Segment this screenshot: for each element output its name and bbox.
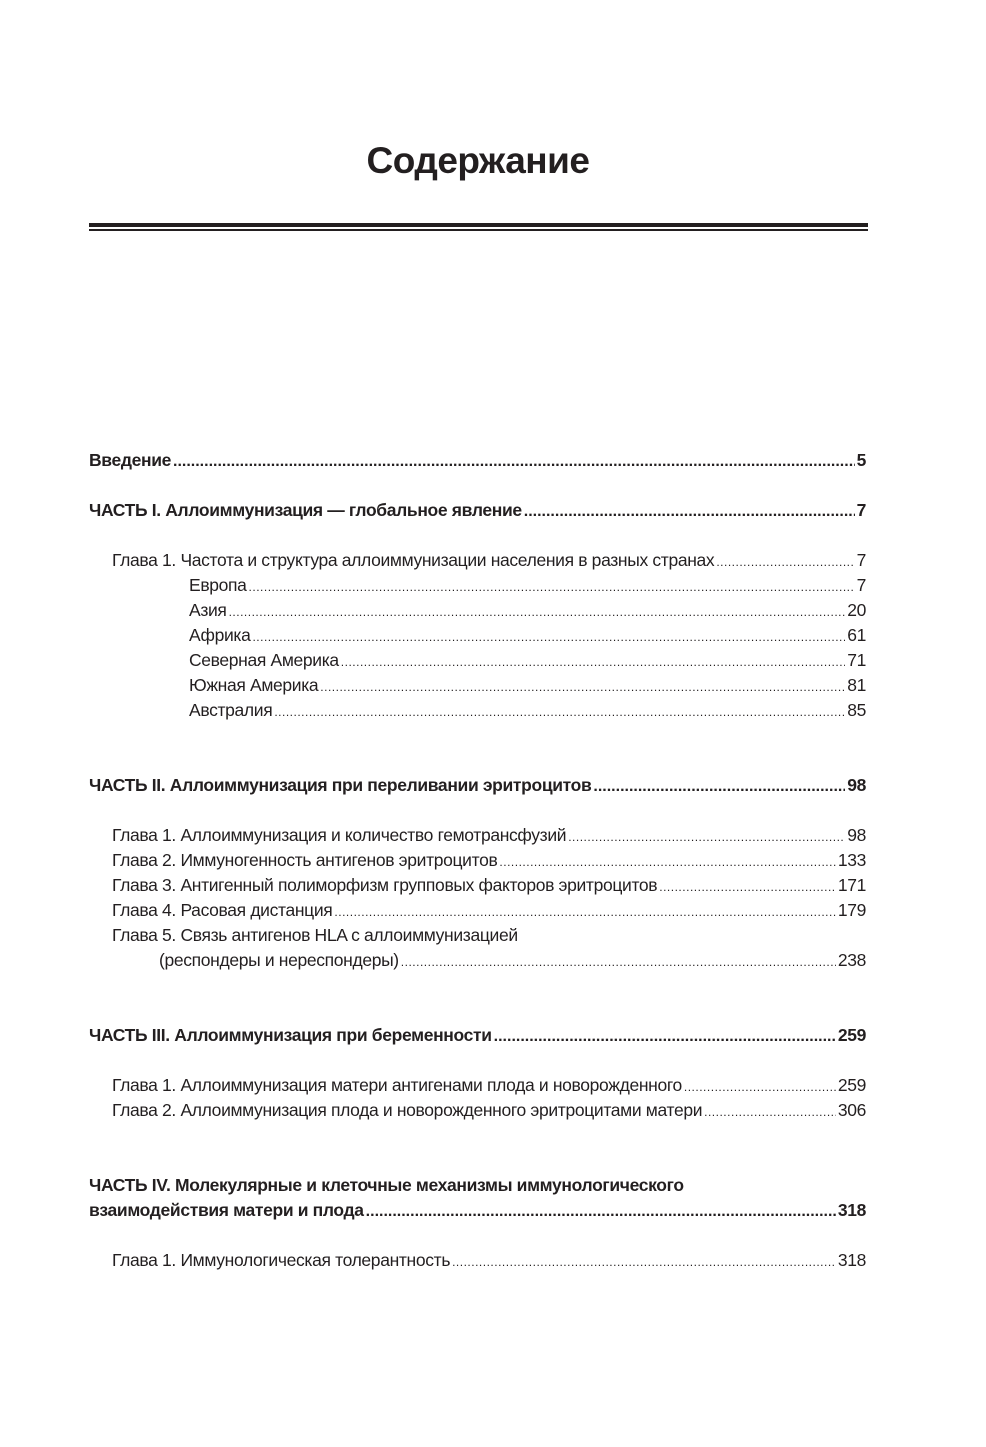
entry-page: 71: [847, 650, 866, 670]
entry-page: 85: [847, 700, 866, 720]
entry-label: (респондеры и нереспондеры): [159, 950, 399, 970]
entry-label: Глава 2. Аллоиммунизация плода и новорожденного эритроцитами матери: [112, 1100, 703, 1120]
entry-label: Глава 5. Связь антигенов HLA с аллоиммунизацией: [112, 925, 518, 945]
entry-page: 20: [847, 600, 866, 620]
toc-section[interactable]: [89, 598, 866, 623]
entry-page: 238: [837, 950, 866, 970]
entry-page: 7: [856, 575, 866, 595]
dot-leader: [252, 623, 845, 650]
toc-chapter[interactable]: [89, 1248, 866, 1273]
entry-label: Южная Америка: [189, 675, 319, 695]
entry-label: Австралия: [189, 700, 273, 720]
dot-leader: [320, 673, 845, 700]
toc-section[interactable]: [89, 623, 866, 648]
toc-entry-intro[interactable]: [89, 448, 866, 473]
entry-label: Глава 1. Аллоиммунизация и количество гемотрансфузий: [112, 825, 567, 845]
dot-leader: [499, 848, 835, 875]
dot-leader: [249, 573, 855, 600]
dot-leader: [366, 1198, 836, 1224]
entry-label: Глава 4. Расовая дистанция: [112, 900, 333, 920]
toc-chapter-continuation[interactable]: [89, 948, 866, 973]
entry-page: 259: [837, 1025, 866, 1045]
toc-part-3[interactable]: [89, 1023, 866, 1048]
dot-leader: [229, 598, 846, 625]
title-rule-thin: [89, 229, 868, 231]
toc-part-1[interactable]: [89, 498, 866, 523]
dot-leader: [524, 498, 855, 524]
toc-chapter[interactable]: [89, 823, 866, 848]
entry-label: ЧАСТЬ IV. Молекулярные и клеточные механизмы иммунологического: [89, 1175, 684, 1195]
dot-leader: [341, 648, 845, 675]
entry-label: Азия: [189, 600, 227, 620]
entry-label: Африка: [189, 625, 251, 645]
toc-part-4[interactable]: [89, 1173, 866, 1198]
toc-section[interactable]: [89, 573, 866, 598]
entry-page: 318: [837, 1200, 866, 1220]
entry-page: 7: [856, 500, 866, 520]
entry-label: Глава 1. Аллоиммунизация матери антигенами плода и новорожденного: [112, 1075, 682, 1095]
entry-label: Глава 3. Антигенный полиморфизм групповых факторов эритроцитов: [112, 875, 658, 895]
toc-part-2[interactable]: [89, 773, 866, 798]
entry-label: ЧАСТЬ I. Аллоиммунизация — глобальное явление: [89, 500, 522, 520]
toc-chapter[interactable]: [89, 848, 866, 873]
entry-page: 98: [847, 775, 866, 795]
dot-leader: [274, 698, 845, 725]
entry-label: Введение: [89, 450, 171, 470]
toc-chapter[interactable]: [89, 1098, 866, 1123]
entry-page: 306: [837, 1100, 866, 1120]
dot-leader: [684, 1073, 836, 1100]
entry-label: взаимодействия матери и плода: [89, 1200, 364, 1220]
entry-label: Европа: [189, 575, 247, 595]
entry-page: 61: [847, 625, 866, 645]
dot-leader: [401, 948, 836, 975]
title-rule-thick: [89, 223, 868, 227]
entry-page: 98: [847, 825, 866, 845]
entry-page: 318: [837, 1250, 866, 1270]
entry-label: ЧАСТЬ II. Аллоиммунизация при переливании эритроцитов: [89, 775, 592, 795]
dot-leader: [173, 448, 855, 474]
toc-section[interactable]: [89, 673, 866, 698]
dot-leader: [704, 1098, 836, 1125]
toc-section[interactable]: [89, 698, 866, 723]
entry-page: 171: [837, 875, 866, 895]
toc-chapter[interactable]: [89, 923, 866, 948]
toc-chapter[interactable]: [89, 898, 866, 923]
dot-leader: [334, 898, 835, 925]
entry-label: ЧАСТЬ III. Аллоиммунизация при беременности: [89, 1025, 492, 1045]
page-title: Содержание: [366, 140, 590, 181]
entry-page: 179: [837, 900, 866, 920]
table-of-contents: [89, 448, 866, 1273]
toc-chapter[interactable]: [89, 548, 866, 573]
toc-section[interactable]: [89, 648, 866, 673]
dot-leader: [568, 823, 845, 850]
dot-leader: [452, 1248, 836, 1275]
dot-leader: [716, 548, 854, 575]
entry-label: Северная Америка: [189, 650, 339, 670]
entry-page: 7: [856, 550, 866, 570]
entry-page: 259: [837, 1075, 866, 1095]
entry-label: Глава 1. Иммунологическая толерантность: [112, 1250, 451, 1270]
entry-page: 133: [837, 850, 866, 870]
dot-leader: [494, 1023, 836, 1049]
dot-leader: [593, 773, 845, 799]
entry-label: Глава 1. Частота и структура аллоиммунизации населения в разных странах: [112, 550, 715, 570]
entry-page: 81: [847, 675, 866, 695]
toc-part-4-continuation[interactable]: [89, 1198, 866, 1223]
dot-leader: [659, 873, 836, 900]
toc-chapter[interactable]: [89, 873, 866, 898]
toc-chapter[interactable]: [89, 1073, 866, 1098]
entry-page: 5: [856, 450, 866, 470]
entry-label: Глава 2. Иммуногенность антигенов эритроцитов: [112, 850, 498, 870]
